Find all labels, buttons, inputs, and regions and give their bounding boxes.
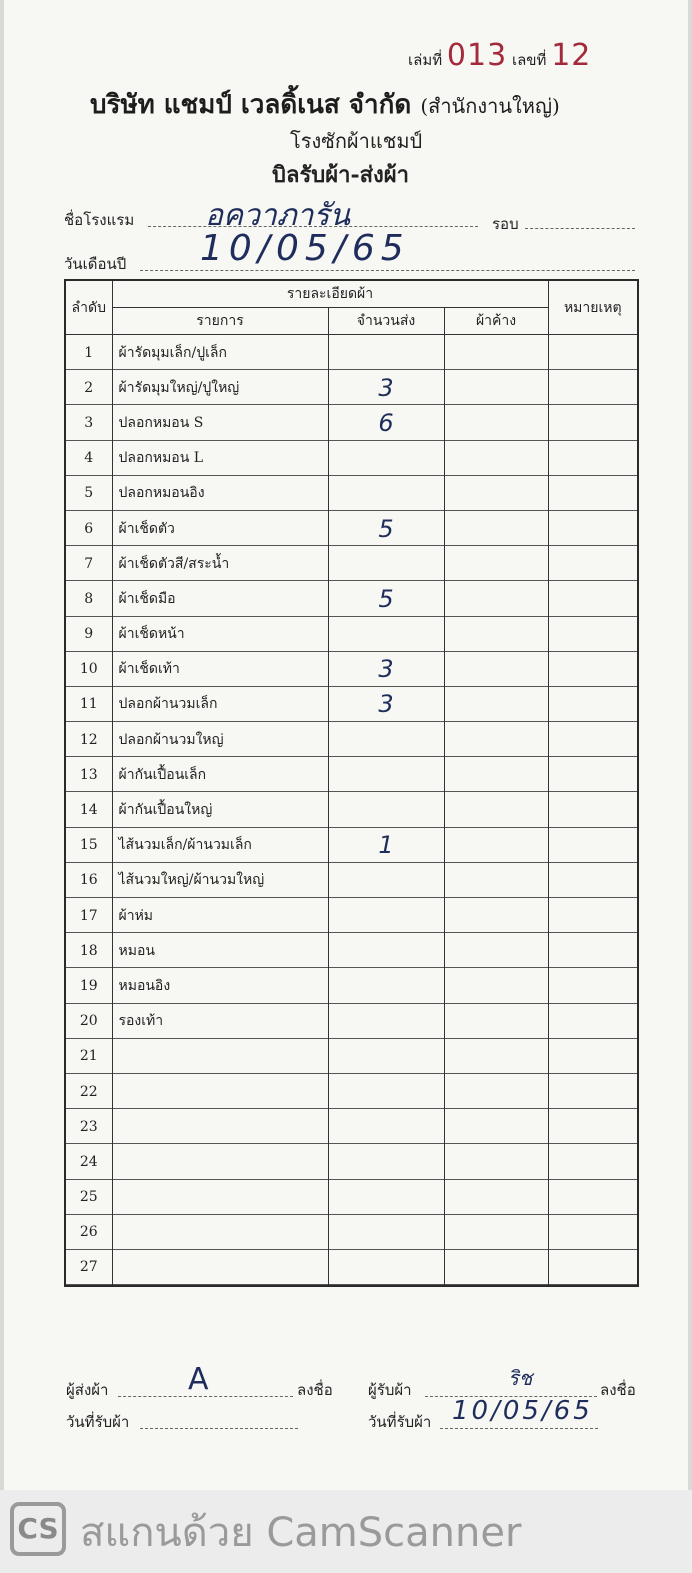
row-item: ปลอกผ้านวมเล็ก	[112, 687, 328, 722]
row-note	[548, 1109, 638, 1144]
row-sent-qty	[328, 1180, 444, 1215]
table-row	[65, 863, 638, 898]
row-number: 26	[65, 1215, 112, 1250]
row-sent-qty	[328, 617, 444, 652]
row-sent-qty	[328, 898, 444, 933]
row-pending	[444, 863, 548, 898]
row-pending	[444, 898, 548, 933]
row-item: ผ้าห่ม	[112, 898, 328, 933]
row-pending	[444, 722, 548, 757]
row-number: 8	[65, 581, 112, 616]
row-sent-qty: 3	[328, 370, 444, 405]
row-item: ปลอกหมอน L	[112, 441, 328, 476]
row-note	[548, 546, 638, 581]
row-pending	[444, 581, 548, 616]
row-sent-qty: 6	[328, 405, 444, 440]
table-row	[65, 511, 638, 546]
row-note	[548, 757, 638, 792]
row-number: 6	[65, 511, 112, 546]
row-note	[548, 441, 638, 476]
row-number: 1	[65, 335, 112, 371]
company-name	[90, 84, 560, 125]
row-number: 17	[65, 898, 112, 933]
row-item: ปลอกหมอนอิง	[112, 476, 328, 511]
table-row	[65, 546, 638, 581]
row-note	[548, 405, 638, 440]
row-item	[112, 1250, 328, 1286]
row-sent-qty	[328, 1004, 444, 1039]
row-sent-qty	[328, 1109, 444, 1144]
row-pending	[444, 1004, 548, 1039]
row-note	[548, 511, 638, 546]
row-number: 4	[65, 441, 112, 476]
row-number: 21	[65, 1039, 112, 1074]
row-note	[548, 581, 638, 616]
sender-sign-label: ลงชื่อ	[297, 1381, 333, 1399]
hotel-label: ชื่อโรงแรม	[64, 211, 135, 229]
table-row	[65, 1109, 638, 1144]
table-row	[65, 968, 638, 1003]
row-note	[548, 687, 638, 722]
receiver-label: ผู้รับผ้า	[368, 1381, 412, 1399]
row-item: รองเท้า	[112, 1004, 328, 1039]
row-pending	[444, 687, 548, 722]
row-item: ผ้ารัดมุมใหญ่/ปูใหญ่	[112, 370, 328, 405]
row-note	[548, 1039, 638, 1074]
date-handwritten: 10/05/65	[200, 228, 410, 269]
row-sent-qty	[328, 863, 444, 898]
row-item: หมอน	[112, 933, 328, 968]
table-row	[65, 757, 638, 792]
row-number: 3	[65, 405, 112, 440]
row-number: 10	[65, 652, 112, 687]
table-row	[65, 370, 638, 405]
row-pending	[444, 792, 548, 827]
row-item: ผ้าเช็ดตัวสี/สระน้ำ	[112, 546, 328, 581]
col-item-header: รายการ	[112, 308, 328, 335]
row-number: 11	[65, 687, 112, 722]
row-note	[548, 792, 638, 827]
camscanner-logo-icon: CS	[10, 1502, 66, 1556]
table-row	[65, 687, 638, 722]
row-number: 9	[65, 617, 112, 652]
row-item: ผ้ารัดมุมเล็ก/ปูเล็ก	[112, 335, 328, 371]
received-date-right-value: 10/05/65	[452, 1396, 593, 1426]
received-date-right-dotted-line	[440, 1428, 598, 1429]
table-row	[65, 933, 638, 968]
table-row	[65, 792, 638, 827]
sender-signature: A	[188, 1362, 209, 1397]
row-sent-qty	[328, 968, 444, 1003]
row-pending	[444, 1180, 548, 1215]
row-note	[548, 652, 638, 687]
row-pending	[444, 1039, 548, 1074]
row-note	[548, 828, 638, 863]
row-number: 5	[65, 476, 112, 511]
row-item	[112, 1144, 328, 1179]
camscanner-text: สแกนด้วย CamScanner	[80, 1510, 522, 1556]
row-note	[548, 722, 638, 757]
table-row	[65, 722, 638, 757]
row-number: 25	[65, 1180, 112, 1215]
row-pending	[444, 405, 548, 440]
row-item: ผ้าเช็ดเท้า	[112, 652, 328, 687]
row-sent-qty: 3	[328, 687, 444, 722]
row-number: 15	[65, 828, 112, 863]
row-number: 7	[65, 546, 112, 581]
laundry-name: โรงซักผ้าแชมป์	[290, 129, 423, 153]
row-item: ผ้าเช็ดมือ	[112, 581, 328, 616]
table-row	[65, 1004, 638, 1039]
row-sent-qty	[328, 1074, 444, 1109]
table-row	[65, 1215, 638, 1250]
book-label: เล่มที่	[408, 51, 443, 69]
row-sent-qty	[328, 933, 444, 968]
row-sent-qty	[328, 476, 444, 511]
col-group-header: รายละเอียดผ้า	[112, 280, 548, 308]
row-pending	[444, 828, 548, 863]
number-label: เลขที่	[511, 51, 547, 69]
row-sent-qty	[328, 441, 444, 476]
row-sent-qty: 5	[328, 581, 444, 616]
row-number: 27	[65, 1250, 112, 1286]
round-dotted-line	[525, 228, 635, 229]
row-number: 23	[65, 1109, 112, 1144]
row-number: 20	[65, 1004, 112, 1039]
row-note	[548, 933, 638, 968]
company-title: บริษัท แชมป์ เวลดิ้เนส จำกัด	[90, 90, 412, 120]
table-row	[65, 335, 638, 371]
row-pending	[444, 476, 548, 511]
row-number: 14	[65, 792, 112, 827]
row-pending	[444, 1144, 548, 1179]
row-sent-qty: 1	[328, 828, 444, 863]
row-item	[112, 1180, 328, 1215]
col-note-header: หมายเหตุ	[548, 280, 638, 335]
row-note	[548, 476, 638, 511]
row-pending	[444, 617, 548, 652]
row-sent-qty: 3	[328, 652, 444, 687]
row-pending	[444, 968, 548, 1003]
row-item: ไส้นวมเล็ก/ผ้านวมเล็ก	[112, 828, 328, 863]
received-date-label-left: วันที่รับผ้า	[66, 1413, 130, 1431]
book-number: 013	[446, 38, 508, 73]
table-row	[65, 1180, 638, 1215]
row-sent-qty	[328, 792, 444, 827]
row-note	[548, 370, 638, 405]
row-note	[548, 1250, 638, 1286]
sender-label: ผู้ส่งผ้า	[66, 1381, 109, 1399]
book-number-line	[408, 38, 591, 73]
bill-number: 12	[551, 38, 592, 73]
row-pending	[444, 757, 548, 792]
table-row	[65, 1074, 638, 1109]
table-row	[65, 1250, 638, 1286]
row-sent-qty	[328, 1039, 444, 1074]
hotel-name-handwritten: อควาภารัน	[205, 198, 351, 233]
row-item: ปลอกหมอน S	[112, 405, 328, 440]
table-row	[65, 405, 638, 440]
row-pending	[444, 546, 548, 581]
row-sent-qty	[328, 546, 444, 581]
row-item: ผ้าเช็ดตัว	[112, 511, 328, 546]
row-item: ผ้ากันเปื้อนใหญ่	[112, 792, 328, 827]
row-sent-qty	[328, 757, 444, 792]
row-pending	[444, 1250, 548, 1286]
table-row	[65, 828, 638, 863]
col-pending-header: ผ้าค้าง	[444, 308, 548, 335]
row-item: หมอนอิง	[112, 968, 328, 1003]
row-number: 12	[65, 722, 112, 757]
row-item: ปลอกผ้านวมใหญ่	[112, 722, 328, 757]
row-note	[548, 1180, 638, 1215]
row-pending	[444, 511, 548, 546]
table-row	[65, 617, 638, 652]
row-sent-qty	[328, 722, 444, 757]
row-pending	[444, 335, 548, 371]
row-pending	[444, 1109, 548, 1144]
row-sent-qty	[328, 1144, 444, 1179]
row-number: 16	[65, 863, 112, 898]
row-item: ไส้นวมใหญ่/ผ้านวมใหญ่	[112, 863, 328, 898]
table-row	[65, 581, 638, 616]
row-item	[112, 1039, 328, 1074]
row-sent-qty	[328, 1250, 444, 1286]
row-sent-qty	[328, 1215, 444, 1250]
row-number: 24	[65, 1144, 112, 1179]
date-label: วันเดือนปี	[64, 255, 127, 273]
receiver-sign-label: ลงชื่อ	[600, 1381, 636, 1399]
row-pending	[444, 1074, 548, 1109]
row-item	[112, 1215, 328, 1250]
row-note	[548, 1004, 638, 1039]
received-date-label-right: วันที่รับผ้า	[368, 1413, 432, 1431]
laundry-items-table	[64, 279, 639, 1287]
company-branch: (สำนักงานใหญ่)	[420, 94, 560, 118]
form-title: บิลรับผ้า-ส่งผ้า	[272, 162, 410, 188]
row-sent-qty: 5	[328, 511, 444, 546]
row-item: ผ้ากันเปื้อนเล็ก	[112, 757, 328, 792]
row-pending	[444, 933, 548, 968]
row-number: 13	[65, 757, 112, 792]
row-pending	[444, 652, 548, 687]
row-sent-qty	[328, 335, 444, 371]
date-dotted-line	[140, 270, 635, 271]
row-note	[548, 1074, 638, 1109]
receiver-signature: ริช	[508, 1366, 533, 1390]
row-item: ผ้าเช็ดหน้า	[112, 617, 328, 652]
row-number: 18	[65, 933, 112, 968]
row-note	[548, 1215, 638, 1250]
table-row	[65, 1144, 638, 1179]
row-item	[112, 1109, 328, 1144]
round-label: รอบ	[492, 215, 519, 233]
row-note	[548, 617, 638, 652]
table-row	[65, 441, 638, 476]
col-sent-header: จำนวนส่ง	[328, 308, 444, 335]
row-number: 22	[65, 1074, 112, 1109]
table-row	[65, 1039, 638, 1074]
row-number: 19	[65, 968, 112, 1003]
row-item	[112, 1074, 328, 1109]
row-pending	[444, 1215, 548, 1250]
received-date-left-dotted-line	[140, 1428, 298, 1429]
row-note	[548, 898, 638, 933]
table-row	[65, 898, 638, 933]
row-pending	[444, 441, 548, 476]
row-note	[548, 968, 638, 1003]
row-note	[548, 335, 638, 371]
row-number: 2	[65, 370, 112, 405]
table-row	[65, 476, 638, 511]
row-pending	[444, 370, 548, 405]
col-no-header: ลำดับ	[65, 280, 112, 335]
row-note	[548, 1144, 638, 1179]
table-row	[65, 652, 638, 687]
row-note	[548, 863, 638, 898]
